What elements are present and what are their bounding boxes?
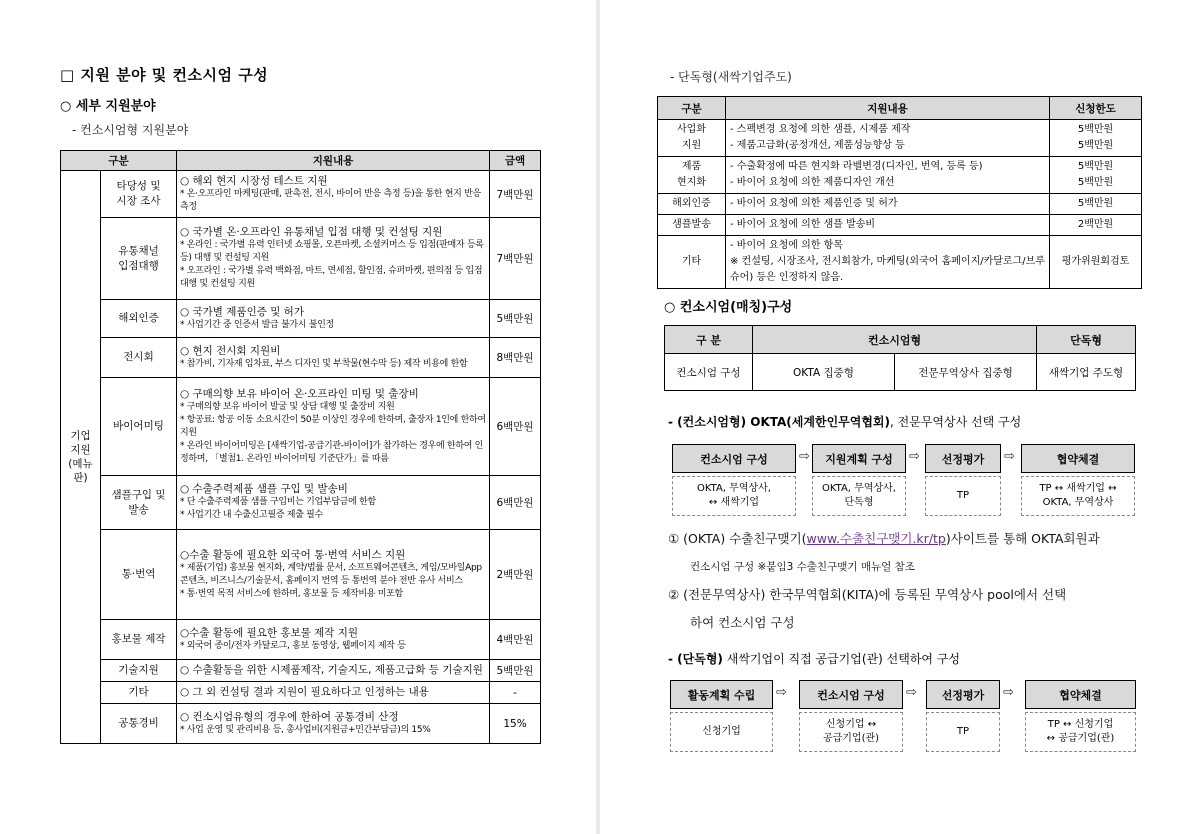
okta-link[interactable]: www.수출친구맺기.kr/tp (806, 531, 946, 546)
subcategory-cell: 기술지원 (101, 660, 177, 682)
subcategory-cell: 타당성 및 시장 조사 (101, 171, 177, 218)
subcategory-cell: 공통경비 (101, 704, 177, 744)
standalone-limit-line: 평가위원회검토 (1061, 256, 1130, 267)
standalone-content-line: - 수출확정에 따른 현지화 라벨변경(디자인, 번역, 등록 등) (730, 161, 983, 172)
support-table-header (61, 151, 541, 171)
standalone-content-cell (726, 157, 1050, 194)
consortium-heading: ○ 컨소시엄(매칭)구성 (664, 300, 793, 315)
category-cell: 기업 지원 (메뉴 판) (61, 171, 101, 744)
content-note: * 제품(기업) 홍보물 현지화, 계약/법률 문서, 소프트웨어콘텐츠, 게임/모바일App 콘텐츠, 비즈니스/기술문서, 홈페이지 번역 등 통번역 분야 전반 유사 서비스 (180, 562, 482, 586)
flow-detail: 신청기업 ↔ 공급기업(관) (799, 712, 903, 752)
flow-step: 컨소시엄 구성 (672, 444, 796, 473)
standalone-content-cell (726, 194, 1050, 215)
okta-text-c: 컨소시엄 구성 ※붙임3 수출친구맺기 매뉴얼 참조 (690, 561, 915, 573)
standalone-label-cell: 기타 (658, 236, 726, 289)
standalone-limit-line: 5백만원 (1077, 140, 1114, 151)
standalone-row (658, 120, 1142, 157)
okta-paragraph (668, 525, 1138, 581)
consortium-support-label: - 컨소시엄형 지원분야 (72, 123, 189, 137)
standalone-content-line: - 바이어 요청에 의한 항목 (730, 240, 843, 251)
standalone-label-cell: 사업화 지원 (658, 120, 726, 157)
standalone-limit-cell (1050, 120, 1142, 157)
standalone-row (658, 236, 1142, 289)
content-note: * 단 수출주력제품 샘플 구입비는 기업부담금에 한함 (180, 497, 376, 507)
content-note: * 항공료: 항공 이동 소요시간이 50분 이상인 경우에 한하며, 출장자 1인에 한하여 지원 (180, 414, 486, 438)
content-note: * 온·오프라인 마케팅(판매, 판촉전, 전시, 바이어 반응 측정 등)을 통한 현지 반응 측정 (180, 188, 481, 212)
standalone-type-line (668, 650, 960, 667)
header-category: 구분 (61, 151, 177, 171)
content-main: ○ 컨소시엄유형의 경우에 한하여 공통경비 산정 (180, 710, 399, 723)
standalone-table-header (658, 97, 1142, 120)
consortium-table-row (665, 354, 1136, 391)
amount-cell: 15% (490, 704, 541, 744)
content-cell (177, 682, 490, 704)
subcategory-cell: 홍보물 제작 (101, 620, 177, 660)
subsection-heading: ○ 세부 지원분야 (60, 99, 156, 114)
standalone-limit-cell (1050, 194, 1142, 215)
subcategory-cell: 샘플구입 및 발송 (101, 476, 177, 530)
header-content: 지원내용 (726, 97, 1050, 120)
content-note: * 오프라인 : 국가별 유력 백화점, 마트, 면세점, 할인점, 슈퍼마켓, 편의점 등 입점 대행 및 컨설팅 지원 (180, 266, 483, 289)
standalone-limit-cell (1050, 236, 1142, 289)
content-cell (177, 530, 490, 620)
consortium-table (664, 325, 1136, 391)
cell-composition: 컨소시엄 구성 (665, 354, 753, 391)
kita-paragraph (668, 581, 1138, 637)
content-note: * 참가비, 기자재 임차료, 부스 디자인 및 부착물(현수막 등) 제작 비용에 한함 (180, 358, 468, 369)
amount-cell: 5백만원 (490, 660, 541, 682)
standalone-label-cell: 해외인증 (658, 194, 726, 215)
content-main: ○ 국가별 제품인증 및 허가 (180, 305, 304, 318)
content-main: ○ 현지 전시회 지원비 (180, 344, 281, 357)
content-main: ○ 구매의향 보유 바이어 온·오프라인 미팅 및 출장비 (180, 387, 419, 400)
flow-step: 선정평가 (926, 680, 1000, 709)
standalone-content-line: - 바이어 요청에 의한 제품인증 및 허가 (730, 198, 898, 209)
header-standalone: 단독형 (1037, 326, 1136, 354)
content-cell (177, 378, 490, 476)
subcategory-cell: 바이어미팅 (101, 378, 177, 476)
kita-text-b: 하여 컨소시엄 구성 (690, 615, 795, 630)
standalone-type-bold: - (단독형) (668, 652, 723, 666)
support-row (61, 660, 541, 682)
standalone-content-line: - 제품고급화(공정개선, 제품성능향상 등 (730, 140, 905, 151)
flow-arrow-icon: ⇨ (909, 449, 920, 464)
header-amount: 금액 (490, 151, 541, 171)
header-type: 구 분 (665, 326, 753, 354)
amount-cell: 2백만원 (490, 530, 541, 620)
flow-arrow-icon: ⇨ (776, 685, 787, 700)
content-note: * 사업기간 중 인증서 발급 불가시 불인정 (180, 319, 334, 330)
content-cell (177, 300, 490, 338)
cell-okta: OKTA 집중형 (753, 354, 895, 391)
content-cell (177, 338, 490, 378)
amount-cell: 5백만원 (490, 300, 541, 338)
amount-cell: 7백만원 (490, 218, 541, 300)
amount-cell: - (490, 682, 541, 704)
support-row (61, 476, 541, 530)
consortium-type-bold: - (컨소시엄형) OKTA(세계한인무역협회) (668, 415, 891, 429)
standalone-content-line: ※ 컨설팅, 시장조사, 전시회참가, 마케팅(외국어 홈페이지/카달로그/브루슈어) 등은 인정하지 않음. (730, 256, 1045, 283)
flow-step: 협약체결 (1025, 680, 1136, 709)
content-note: * 온라인 바이어미팅은 [새싹기업-공급기관-바이어]가 참가하는 경우에 한하여 인정하며, 「별첨1. 온라인 바이어미팅 기준단가」를 따름 (180, 440, 484, 464)
standalone-content-line: - 바이어 요청에 의한 샘플 발송비 (730, 219, 876, 230)
support-row (61, 378, 541, 476)
content-main: ○ 수출주력제품 샘플 구입 및 발송비 (180, 483, 348, 495)
flow-detail: OKTA, 무역상사, ↔ 새싹기업 (672, 476, 796, 516)
flow-detail: TP (926, 712, 1000, 752)
standalone-content-line: - 스펙변경 요청에 의한 샘플, 시제품 제작 (730, 124, 911, 135)
amount-cell: 6백만원 (490, 476, 541, 530)
content-cell (177, 704, 490, 744)
content-note: * 외국어 종이/전자 카달로그, 홍보 동영상, 웹페이지 제작 등 (180, 640, 406, 651)
content-note: * 통·번역 목적 서비스에 한하며, 홍보물 등 제작비용 미포함 (180, 588, 403, 599)
content-note: * 구매의향 보유 바이어 발굴 및 상담 대행 및 출장비 지원 (180, 401, 395, 412)
content-cell (177, 660, 490, 682)
content-cell (177, 476, 490, 530)
consortium-type-line (668, 413, 1021, 430)
support-row (61, 704, 541, 744)
content-main: ○ 그 외 컨설팅 결과 지원이 필요하다고 인정하는 내용 (180, 686, 429, 698)
flow-arrow-icon: ⇨ (1004, 449, 1015, 464)
standalone-label-cell: 샘플발송 (658, 215, 726, 236)
standalone-row (658, 157, 1142, 194)
standalone-limit-line: 5백만원 (1077, 161, 1114, 172)
amount-cell: 8백만원 (490, 338, 541, 378)
header-consortium: 컨소시엄형 (753, 326, 1037, 354)
standalone-limit-line: 5백만원 (1077, 124, 1114, 135)
standalone-row (658, 194, 1142, 215)
standalone-table (657, 96, 1142, 289)
standalone-label: - 단독형(새싹기업주도) (670, 70, 792, 84)
standalone-content-cell (726, 215, 1050, 236)
flow-arrow-icon: ⇨ (799, 449, 810, 464)
section-heading: □ 지원 분야 및 컨소시엄 구성 (60, 66, 269, 84)
cell-startup: 새싹기업 주도형 (1037, 354, 1136, 391)
support-row (61, 218, 541, 300)
standalone-limit-cell (1050, 157, 1142, 194)
flow-arrow-icon: ⇨ (906, 685, 917, 700)
content-main: ○ 해외 현지 시장성 테스트 지원 (180, 174, 328, 187)
standalone-limit-line: 5백만원 (1077, 177, 1114, 188)
consortium-table-header (665, 326, 1136, 354)
subcategory-cell: 통·번역 (101, 530, 177, 620)
standalone-content-line: - 바이어 요청에 의한 제품디자인 개선 (730, 177, 895, 188)
subcategory-cell: 전시회 (101, 338, 177, 378)
flow-step: 협약체결 (1021, 444, 1135, 473)
standalone-type-rest: 새싹기업이 직접 공급기업(관) 선택하여 구성 (722, 652, 960, 666)
flow-step: 컨소시엄 구성 (799, 680, 903, 709)
standalone-label-cell: 제품 현지화 (658, 157, 726, 194)
content-main: ○수출 활동에 필요한 외국어 통·번역 서비스 지원 (180, 548, 406, 561)
cell-trade: 전문무역상사 집중형 (895, 354, 1037, 391)
support-table (60, 150, 541, 744)
content-main: ○ 국가별 온·오프라인 유통채널 입점 대행 및 컨설팅 지원 (180, 226, 443, 238)
support-row (61, 171, 541, 218)
support-row (61, 338, 541, 378)
flow-detail: TP ↔ 새싹기업 ↔ OKTA, 무역상사 (1021, 476, 1135, 516)
subcategory-cell: 유통채널 입점대행 (101, 218, 177, 300)
amount-cell: 4백만원 (490, 620, 541, 660)
consortium-type-rest: , 전문무역상사 선택 구성 (890, 415, 1022, 429)
standalone-limit-cell (1050, 215, 1142, 236)
flow-step: 지원계획 구성 (812, 444, 906, 473)
content-note: * 사업기간 내 수출신고필증 제출 필수 (180, 510, 323, 520)
support-row (61, 530, 541, 620)
content-cell (177, 218, 490, 300)
support-row (61, 620, 541, 660)
okta-text-a: ① (OKTA) 수출친구맺기( (668, 531, 807, 546)
flow-detail: TP (925, 476, 1001, 516)
standalone-content-cell (726, 120, 1050, 157)
flow-detail: OKTA, 무역상사, 단독형 (812, 476, 906, 516)
subcategory-cell: 기타 (101, 682, 177, 704)
content-main: ○ 수출활동을 위한 시제품제작, 기술지도, 제품고급화 등 기술지원 (180, 664, 483, 676)
okta-text-b: )사이트를 통해 OKTA회원과 (945, 531, 1100, 546)
support-row (61, 300, 541, 338)
flow-step: 활동계획 수립 (670, 680, 773, 709)
flow-detail: 신청기업 (670, 712, 773, 752)
standalone-row (658, 215, 1142, 236)
subcategory-cell: 해외인증 (101, 300, 177, 338)
content-note: * 온라인 : 국가별 유력 인터넷 쇼핑몰, 오픈마켓, 소셜커머스 등 입점(판매자 등록 등) 대행 및 컨설팅 지원 (180, 240, 484, 263)
flow-arrow-icon: ⇨ (1003, 685, 1014, 700)
header-category: 구분 (658, 97, 726, 120)
standalone-content-cell (726, 236, 1050, 289)
content-cell (177, 171, 490, 218)
flow-detail: TP ↔ 신청기업 ↔ 공급기업(관) (1025, 712, 1136, 752)
amount-cell: 6백만원 (490, 378, 541, 476)
content-cell (177, 620, 490, 660)
kita-text-a: ② (전문무역상사) 한국무역협회(KITA)에 등록된 무역상사 pool에서 선택 (668, 587, 1067, 602)
support-row (61, 682, 541, 704)
flow-step: 선정평가 (925, 444, 1001, 473)
amount-cell: 7백만원 (490, 171, 541, 218)
standalone-limit-line: 2백만원 (1077, 219, 1114, 230)
content-note: * 사업 운영 및 관리비용 등, 총사업비(지원금+민간부담금)의 15% (180, 724, 431, 735)
header-content: 지원내용 (177, 151, 490, 171)
header-limit: 신청한도 (1050, 97, 1142, 120)
standalone-limit-line: 5백만원 (1077, 198, 1114, 209)
content-main: ○수출 활동에 필요한 홍보물 제작 지원 (180, 626, 359, 639)
